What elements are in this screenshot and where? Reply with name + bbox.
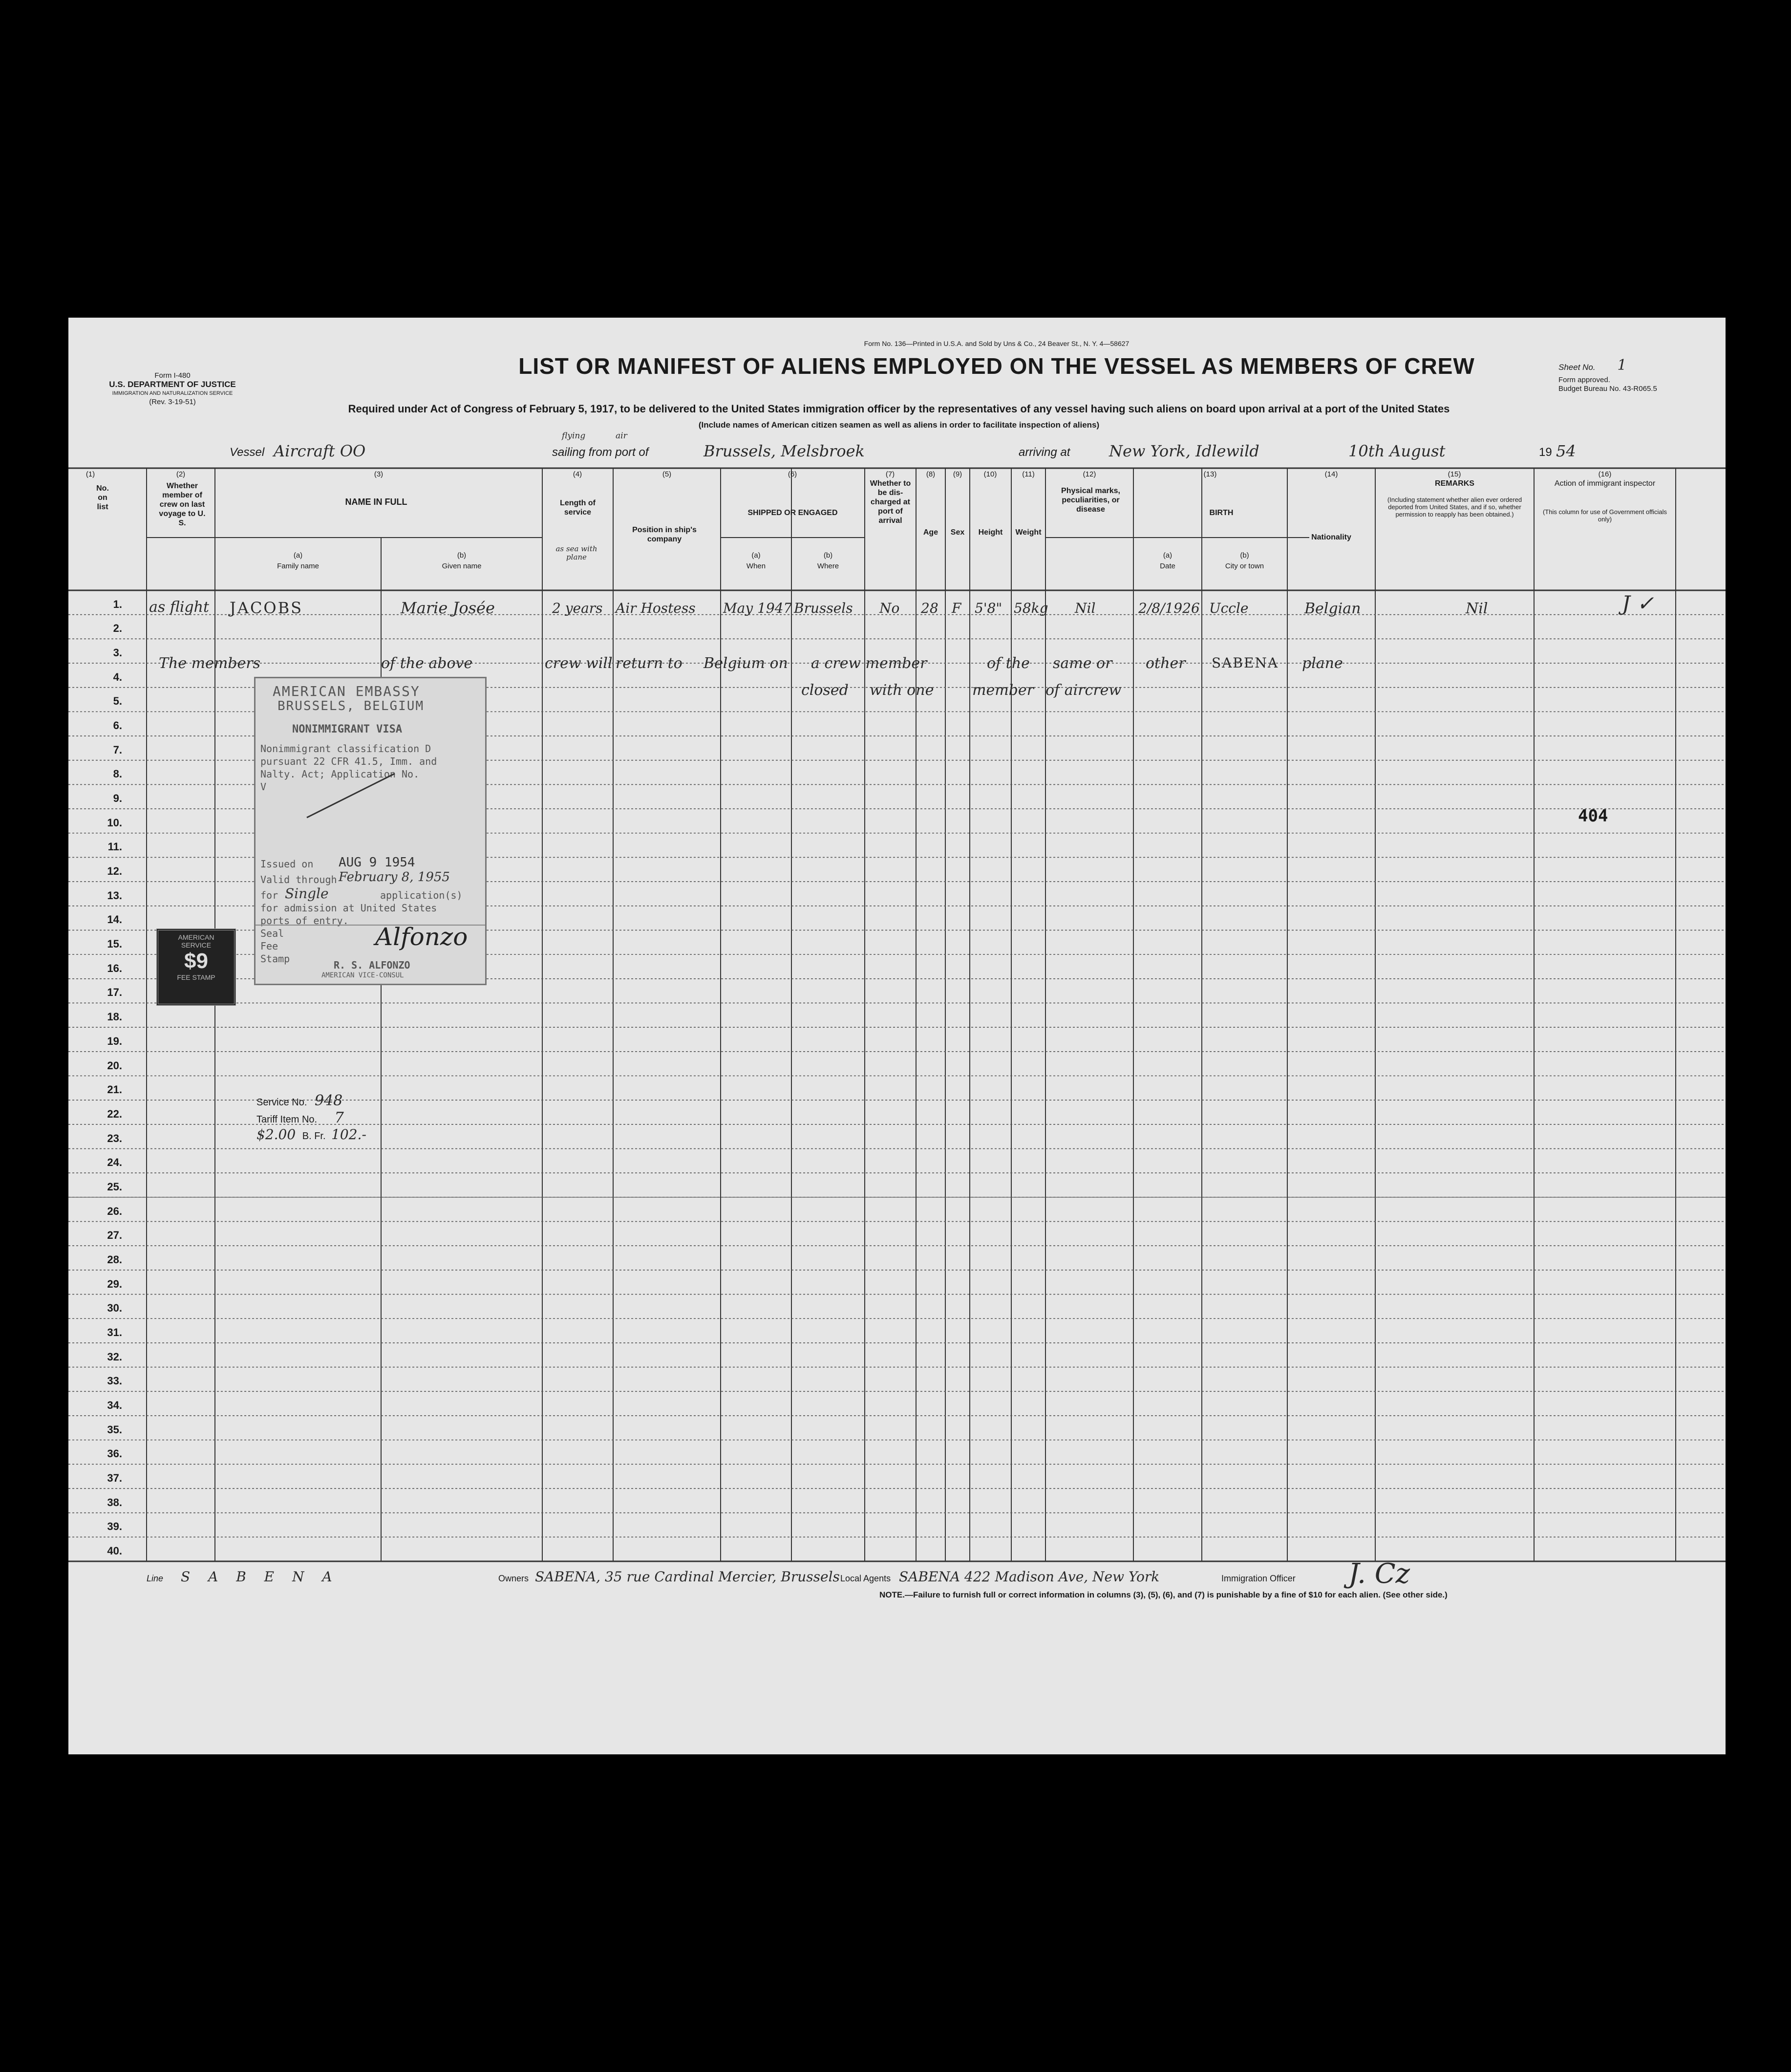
stamp-regulation: pursuant 22 CFR 41.5, Imm. and <box>260 755 437 767</box>
tariff-label: Tariff Item No. <box>256 1114 318 1125</box>
fee-stamp-value: $9 <box>184 949 208 973</box>
fee-stamp <box>156 928 236 1006</box>
col-6a-letter: (a) <box>751 551 761 560</box>
row-number: 35. <box>107 1423 122 1436</box>
row-number: 22. <box>107 1107 122 1120</box>
col-3a-header: Family name <box>277 562 319 570</box>
row-number: 28. <box>107 1253 122 1266</box>
year-value: 54 <box>1556 442 1576 460</box>
service-label: Service No. <box>256 1097 307 1108</box>
row-number: 8. <box>113 768 122 780</box>
fee-stamp-line: FEE STAMP <box>177 973 215 981</box>
column-number: (7) <box>885 470 895 478</box>
row-number: 30. <box>107 1302 122 1315</box>
stamp-embassy: AMERICAN EMBASSY <box>273 683 420 699</box>
printer-line: Form No. 136—Printed in U.S.A. and Sold by Uns & Co., 24 Beaver St., N. Y. 4—58627 <box>864 340 1130 347</box>
budget-bureau: Budget Bureau No. 43-R065.5 <box>1558 385 1657 393</box>
col-15-header: REMARKS <box>1435 479 1474 488</box>
row1-shipped-when: May 1947 <box>723 600 792 616</box>
row-number: 33. <box>107 1375 122 1387</box>
col-3b-letter: (b) <box>457 551 467 560</box>
row-number: 32. <box>107 1350 122 1363</box>
row-number: 34. <box>107 1399 122 1411</box>
row1-crew-status: as flight <box>149 599 210 616</box>
arrival-date: 10th August <box>1348 442 1446 460</box>
column-number: (3) <box>374 470 384 478</box>
row-number: 5. <box>113 695 122 708</box>
agents-label: Local Agents <box>840 1574 891 1583</box>
service-block <box>256 1092 501 1143</box>
service-number: 948 <box>314 1092 343 1109</box>
col-11-header: Weight <box>1015 528 1042 537</box>
col-4-header: Length of service <box>560 499 596 517</box>
officer-signature: J. Cz <box>1348 1558 1410 1590</box>
note-segment: of aircrew <box>1045 682 1122 699</box>
column-number: (2) <box>176 470 186 478</box>
column-number: (4) <box>573 470 582 478</box>
note-segment: a crew member <box>811 655 927 672</box>
row-number: 6. <box>113 719 122 732</box>
row1-remarks: Nil <box>1466 600 1488 617</box>
note-segment: with one <box>870 682 934 699</box>
tariff-number: 7 <box>334 1109 344 1126</box>
col-6b-header: Where <box>817 562 839 570</box>
act-statement: Required under Act of Congress of February 5, 1917, to be delivered to the United States immigration officer by the representatives of any vessel having such aliens on board upon arrival at a port of the United States <box>348 403 1450 415</box>
stamp-ports: ports of entry. <box>260 915 349 927</box>
line-label: Line <box>147 1574 164 1583</box>
row-number: 7. <box>113 743 122 756</box>
footer-note: NOTE.—Failure to furnish full or correct information in columns (3), (5), (6), and (7) is punishable by a fine of $10 for each alien. (See other side.) <box>879 1590 1448 1599</box>
row-number: 27. <box>107 1229 122 1242</box>
stamp-classification: Nonimmigrant classification D <box>260 743 431 755</box>
consul-name: R. S. ALFONZO <box>334 959 410 971</box>
stamp-valid-date: February 8, 1955 <box>339 870 450 885</box>
row-number: 12. <box>107 865 122 878</box>
row1-birth-city: Uccle <box>1209 600 1249 616</box>
row-number: 4. <box>113 670 122 683</box>
row-number: 10. <box>107 816 122 829</box>
row1-position: Air Hostess <box>616 600 696 616</box>
fee-stamp-line: AMERICAN <box>178 933 214 941</box>
note-segment: return to <box>616 655 682 672</box>
column-number: (11) <box>1022 470 1035 478</box>
row-number: 2. <box>113 622 122 635</box>
stamp-application: Nalty. Act; Application No. <box>260 768 420 780</box>
stamp-issued-date: AUG 9 1954 <box>339 855 415 870</box>
col-2-header: Whether member of crew on last voyage to U. S. <box>159 482 206 527</box>
francs-amount: 102.- <box>331 1126 366 1143</box>
fee-amount: $2.00 <box>256 1126 296 1143</box>
vessel-name: Aircraft OO <box>274 442 366 460</box>
inspector-annotation: 404 <box>1578 806 1608 826</box>
row-number: 40. <box>107 1545 122 1557</box>
row-number: 38. <box>107 1496 122 1509</box>
row-number: 36. <box>107 1447 122 1460</box>
sheet-label: Sheet No. <box>1558 363 1596 372</box>
stamp-valid-label: Valid through <box>260 874 337 885</box>
row-number: 31. <box>107 1326 122 1338</box>
row1-birth-date: 2/8/1926 <box>1138 600 1200 616</box>
note-segment: crew will <box>545 655 613 672</box>
stamp-issued-label: Issued on <box>260 858 314 870</box>
department: U.S. DEPARTMENT OF JUSTICE <box>109 380 236 389</box>
col-1-header: No. on list <box>96 484 109 511</box>
francs-label: B. Fr. <box>302 1131 326 1142</box>
year-prefix: 19 <box>1539 446 1552 459</box>
fee-stamp-line: SERVICE <box>181 941 212 949</box>
row-number: 37. <box>107 1471 122 1484</box>
row-number: 21. <box>107 1083 122 1096</box>
col-9-header: Sex <box>950 528 965 537</box>
column-number: (12) <box>1083 470 1096 478</box>
row-number: 29. <box>107 1277 122 1290</box>
manifest-sheet <box>68 318 1726 1754</box>
stamp-admission: for admission at United States <box>260 902 437 914</box>
col-13-header: BIRTH <box>1209 509 1234 517</box>
table-grid <box>68 318 1726 1754</box>
col-12-header: Physical marks, peculiarities, or disease <box>1061 487 1120 514</box>
row-number: 25. <box>107 1180 122 1193</box>
column-number: (16) <box>1598 470 1612 478</box>
note-segment: plane <box>1302 655 1343 672</box>
row-number: 39. <box>107 1520 122 1533</box>
agents-value: SABENA 422 Madison Ave, New York <box>899 1569 1160 1585</box>
row-number: 19. <box>107 1035 122 1047</box>
stamp-cancel-line <box>256 678 485 984</box>
row1-family-name: JACOBS <box>230 599 303 617</box>
row-number: 1. <box>113 598 122 610</box>
stamp-fee: Fee <box>260 940 278 952</box>
line-value: S A B E N A <box>181 1569 339 1585</box>
row1-shipped-where: Brussels <box>794 600 853 616</box>
col-13a-letter: (a) <box>1163 551 1173 560</box>
note-segment: same or <box>1053 655 1112 672</box>
column-number: (13) <box>1203 470 1217 478</box>
row1-physical-marks: Nil <box>1075 600 1096 616</box>
col-14-header: Nationality <box>1311 533 1351 541</box>
col-10-header: Height <box>978 528 1003 537</box>
column-number: (10) <box>983 470 997 478</box>
col-13a-header: Date <box>1160 562 1175 570</box>
row1-nationality: Belgian <box>1304 600 1361 617</box>
owners-value: SABENA, 35 rue Cardinal Mercier, Brussels <box>535 1569 840 1585</box>
form-number: Form I-480 <box>154 371 191 380</box>
note-segment: of the above <box>381 655 473 672</box>
col-3-header: NAME IN FULL <box>345 497 407 507</box>
column-number: (5) <box>662 470 672 478</box>
note-segment: Belgium on <box>704 655 788 672</box>
col-15-note: (Including statement whether alien ever ordered deported from United States, and if so, whether permission to reapply has been obtained.) <box>1387 496 1522 518</box>
row-number: 17. <box>107 986 122 999</box>
row-number: 11. <box>107 841 122 853</box>
sailing-label: sailing from port of <box>552 446 649 459</box>
col-16-note: (This column for use of Government officials only) <box>1542 508 1667 523</box>
sheet-number: 1 <box>1617 357 1627 374</box>
stamp-seal: Seal <box>260 928 284 939</box>
col-8-header: Age <box>923 528 938 537</box>
column-number: (15) <box>1448 470 1461 478</box>
footer <box>68 1558 1726 1602</box>
col-13b-letter: (b) <box>1240 551 1249 560</box>
consul-signature: Alfonzo <box>375 923 468 951</box>
air-insertion: air <box>616 431 627 441</box>
note-segment: The members <box>159 655 260 672</box>
column-number: (6) <box>788 470 797 478</box>
row-number: 18. <box>107 1011 122 1023</box>
row-number: 20. <box>107 1059 122 1072</box>
row-number: 3. <box>113 647 122 659</box>
col-6-header: SHIPPED OR ENGAGED <box>747 509 838 517</box>
row-number: 14. <box>107 913 122 926</box>
col-6a-header: When <box>746 562 766 570</box>
row-number: 9. <box>113 792 122 805</box>
visa-stamp <box>254 677 487 985</box>
row1-length-of-service: 2 years <box>552 600 603 616</box>
stamp-city: BRUSSELS, BELGIUM <box>277 699 425 713</box>
row-number: 26. <box>107 1205 122 1217</box>
row-number: 15. <box>107 938 122 950</box>
note-segment: SABENA <box>1212 655 1279 671</box>
include-note: (Include names of American citizen seamen as well as aliens in order to facilitate inspection of aliens) <box>698 420 1100 430</box>
col-16-header: Action of immigrant inspector <box>1554 479 1656 488</box>
col-4-note: as sea with plane <box>555 544 597 561</box>
arriving-label: arriving at <box>1019 446 1070 459</box>
note-segment: other <box>1146 655 1186 672</box>
owners-label: Owners <box>498 1574 529 1583</box>
row1-sex: F <box>952 600 961 616</box>
column-number: (14) <box>1324 470 1338 478</box>
flying-insertion: flying <box>562 431 586 441</box>
stamp-application-count: application(s) <box>380 889 463 901</box>
row1-weight: 58kg <box>1014 600 1048 616</box>
row-number: 24. <box>107 1156 122 1169</box>
consul-title: AMERICAN VICE-CONSUL <box>321 971 404 979</box>
page-title: LIST OR MANIFEST OF ALIENS EMPLOYED ON THE VESSEL AS MEMBERS OF CREW <box>518 353 1475 379</box>
row1-given-name: Marie Josée <box>401 599 495 617</box>
row1-inspector-mark: J ✓ <box>1622 591 1654 615</box>
row-number: 16. <box>107 962 122 974</box>
departure-port: Brussels, Melsbroek <box>704 442 865 460</box>
row-number: 23. <box>107 1132 122 1144</box>
col-3a-letter: (a) <box>293 551 303 560</box>
col-13b-header: City or town <box>1225 562 1264 570</box>
row1-discharge: No <box>879 600 900 616</box>
revision: (Rev. 3-19-51) <box>149 398 196 406</box>
stamp-stamp: Stamp <box>260 953 290 965</box>
col-7-header: Whether to be dis- charged at port of arrival <box>870 479 911 525</box>
stamp-for-value: Single <box>285 885 329 902</box>
row1-height: 5'8" <box>975 600 1002 616</box>
column-number: (1) <box>85 470 95 478</box>
column-number: (9) <box>953 470 962 478</box>
stamp-visa-type: NONIMMIGRANT VISA <box>292 723 403 735</box>
col-6b-letter: (b) <box>823 551 833 560</box>
vessel-label: Vessel <box>230 446 265 459</box>
service-name: IMMIGRATION AND NATURALIZATION SERVICE <box>112 390 233 396</box>
arrival-port: New York, Idlewild <box>1109 442 1259 460</box>
stamp-for-label: for <box>260 889 278 901</box>
col-5-header: Position in ship's company <box>632 526 697 543</box>
col-3b-header: Given name <box>442 562 482 570</box>
note-segment: member <box>972 682 1034 699</box>
column-number: (8) <box>926 470 936 478</box>
note-segment: of the <box>987 655 1030 672</box>
note-segment: closed <box>801 682 849 699</box>
row1-age: 28 <box>921 600 938 616</box>
officer-label: Immigration Officer <box>1221 1574 1296 1583</box>
row-number: 13. <box>107 889 122 902</box>
stamp-v: V <box>260 781 267 793</box>
form-approved: Form approved. <box>1558 376 1610 384</box>
